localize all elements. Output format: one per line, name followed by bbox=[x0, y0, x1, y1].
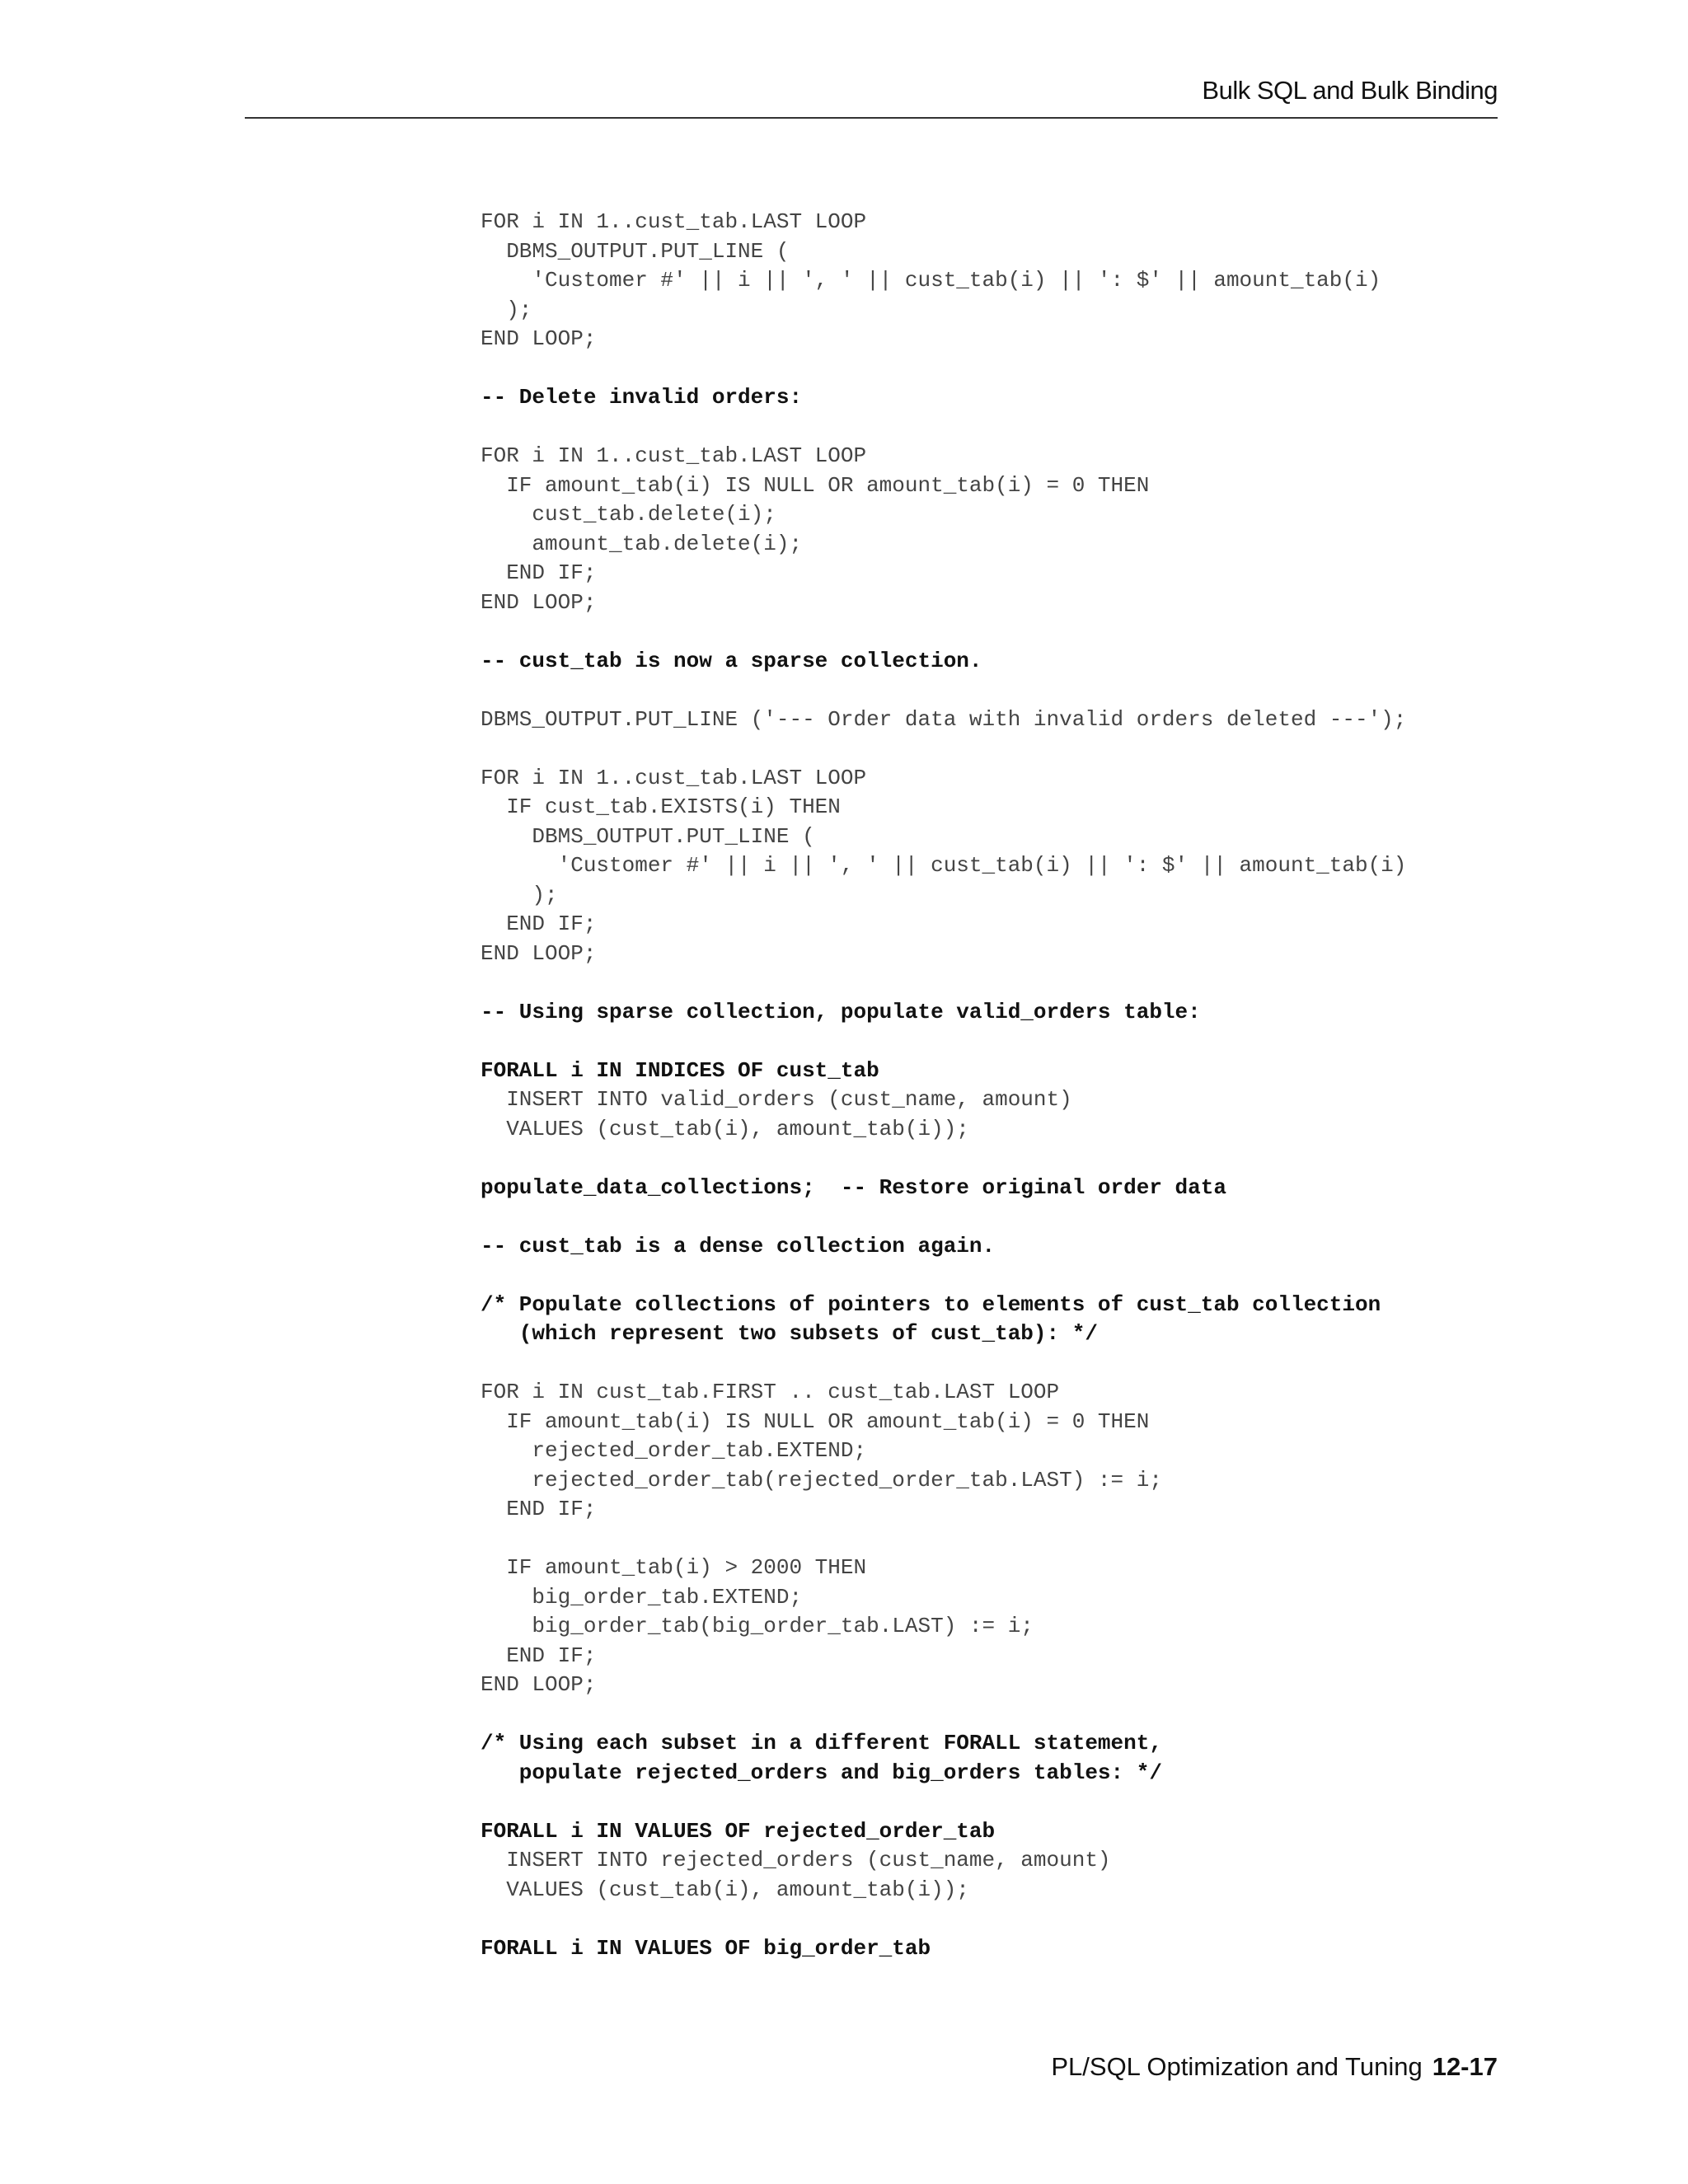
code-line: FOR i IN 1..cust_tab.LAST LOOP bbox=[481, 209, 867, 234]
code-line: DBMS_OUTPUT.PUT_LINE ('--- Order data with invalid orders deleted ---'); bbox=[481, 706, 1407, 732]
code-line: END IF; bbox=[481, 560, 597, 585]
code-line: INSERT INTO valid_orders (cust_name, amount) bbox=[481, 1087, 1072, 1112]
blank-line bbox=[481, 413, 1503, 443]
code-line: IF cust_tab.EXISTS(i) THEN bbox=[481, 794, 841, 819]
blank-line bbox=[481, 617, 1503, 647]
code-line: DBMS_OUTPUT.PUT_LINE ( bbox=[481, 823, 815, 849]
code-line: END IF; bbox=[481, 1497, 597, 1521]
code-comment-line: populate_data_collections; -- Restore original order data bbox=[481, 1174, 1226, 1200]
code-line: END IF; bbox=[481, 912, 597, 936]
code-comment-line: -- cust_tab is a dense collection again. bbox=[481, 1233, 996, 1258]
code-line: END LOOP; bbox=[481, 940, 597, 966]
code-line: FOR i IN 1..cust_tab.LAST LOOP bbox=[481, 443, 867, 468]
code-line: rejected_order_tab.EXTEND; bbox=[481, 1438, 867, 1463]
code-line: DBMS_OUTPUT.PUT_LINE ( bbox=[481, 238, 790, 264]
code-line: big_order_tab(big_order_tab.LAST) := i; bbox=[481, 1614, 1034, 1638]
page-number: 12-17 bbox=[1432, 2052, 1498, 2081]
code-line: 'Customer #' || i || ', ' || cust_tab(i) || ': $' || amount_tab(i) bbox=[481, 853, 1407, 878]
blank-line bbox=[481, 1905, 1503, 1934]
code-line: IF amount_tab(i) IS NULL OR amount_tab(i) = 0 THEN bbox=[481, 1408, 1150, 1434]
code-comment-line: populate rejected_orders and big_orders tables: */ bbox=[481, 1760, 1162, 1785]
code-comment-line: /* Populate collections of pointers to elements of cust_tab collection bbox=[481, 1291, 1381, 1317]
code-line: END IF; bbox=[481, 1643, 597, 1668]
code-line: IF amount_tab(i) > 2000 THEN bbox=[481, 1555, 867, 1580]
blank-line bbox=[481, 1027, 1503, 1057]
page-header bbox=[245, 68, 1498, 119]
blank-line bbox=[481, 1788, 1503, 1817]
code-comment-line: -- Using sparse collection, populate valid_orders table: bbox=[481, 999, 1201, 1024]
code-comment-line: /* Using each subset in a different FORALL statement, bbox=[481, 1731, 1162, 1755]
code-comment-line: (which represent two subsets of cust_tab): */ bbox=[481, 1321, 1098, 1346]
page-footer bbox=[1051, 2052, 1498, 2082]
header-title: Bulk SQL and Bulk Binding bbox=[1202, 76, 1498, 105]
code-line: FOR i IN 1..cust_tab.LAST LOOP bbox=[481, 765, 867, 790]
code-line: END LOOP; bbox=[481, 1672, 597, 1697]
code-line: cust_tab.delete(i); bbox=[481, 502, 776, 527]
code-line: FOR i IN cust_tab.FIRST .. cust_tab.LAST LOOP bbox=[481, 1380, 1060, 1404]
code-comment-line: -- cust_tab is now a sparse collection. bbox=[481, 648, 982, 673]
code-line: ); bbox=[481, 297, 532, 322]
code-comment-line: FORALL i IN VALUES OF rejected_order_tab bbox=[481, 1818, 996, 1844]
code-comment-line: FORALL i IN INDICES OF cust_tab bbox=[481, 1057, 879, 1083]
code-line: amount_tab.delete(i); bbox=[481, 531, 803, 556]
code-line: END LOOP; bbox=[481, 589, 597, 615]
blank-line bbox=[481, 1700, 1503, 1730]
code-line: 'Customer #' || i || ', ' || cust_tab(i) || ': $' || amount_tab(i) bbox=[481, 268, 1381, 293]
code-line: IF amount_tab(i) IS NULL OR amount_tab(i) = 0 THEN bbox=[481, 472, 1150, 498]
code-line: rejected_order_tab(rejected_order_tab.LAST) := i; bbox=[481, 1467, 1162, 1493]
code-line: ); bbox=[481, 882, 558, 907]
code-comment-line: -- Delete invalid orders: bbox=[481, 385, 803, 410]
code-line: VALUES (cust_tab(i), amount_tab(i)); bbox=[481, 1877, 969, 1902]
code-comment-line: FORALL i IN VALUES OF big_order_tab bbox=[481, 1935, 931, 1961]
code-line: VALUES (cust_tab(i), amount_tab(i)); bbox=[481, 1116, 969, 1141]
blank-line bbox=[481, 676, 1503, 705]
blank-line bbox=[481, 1202, 1503, 1232]
blank-line bbox=[481, 1144, 1503, 1174]
blank-line bbox=[481, 1349, 1503, 1379]
blank-line bbox=[481, 1261, 1503, 1291]
blank-line bbox=[481, 1525, 1503, 1554]
code-line: big_order_tab.EXTEND; bbox=[481, 1584, 803, 1610]
footer-label: PL/SQL Optimization and Tuning bbox=[1051, 2052, 1423, 2081]
code-listing bbox=[481, 208, 1503, 1963]
blank-line bbox=[481, 968, 1503, 998]
code-line: END LOOP; bbox=[481, 326, 597, 351]
blank-line bbox=[481, 734, 1503, 764]
code-line: INSERT INTO rejected_orders (cust_name, amount) bbox=[481, 1848, 1111, 1872]
blank-line bbox=[481, 354, 1503, 384]
